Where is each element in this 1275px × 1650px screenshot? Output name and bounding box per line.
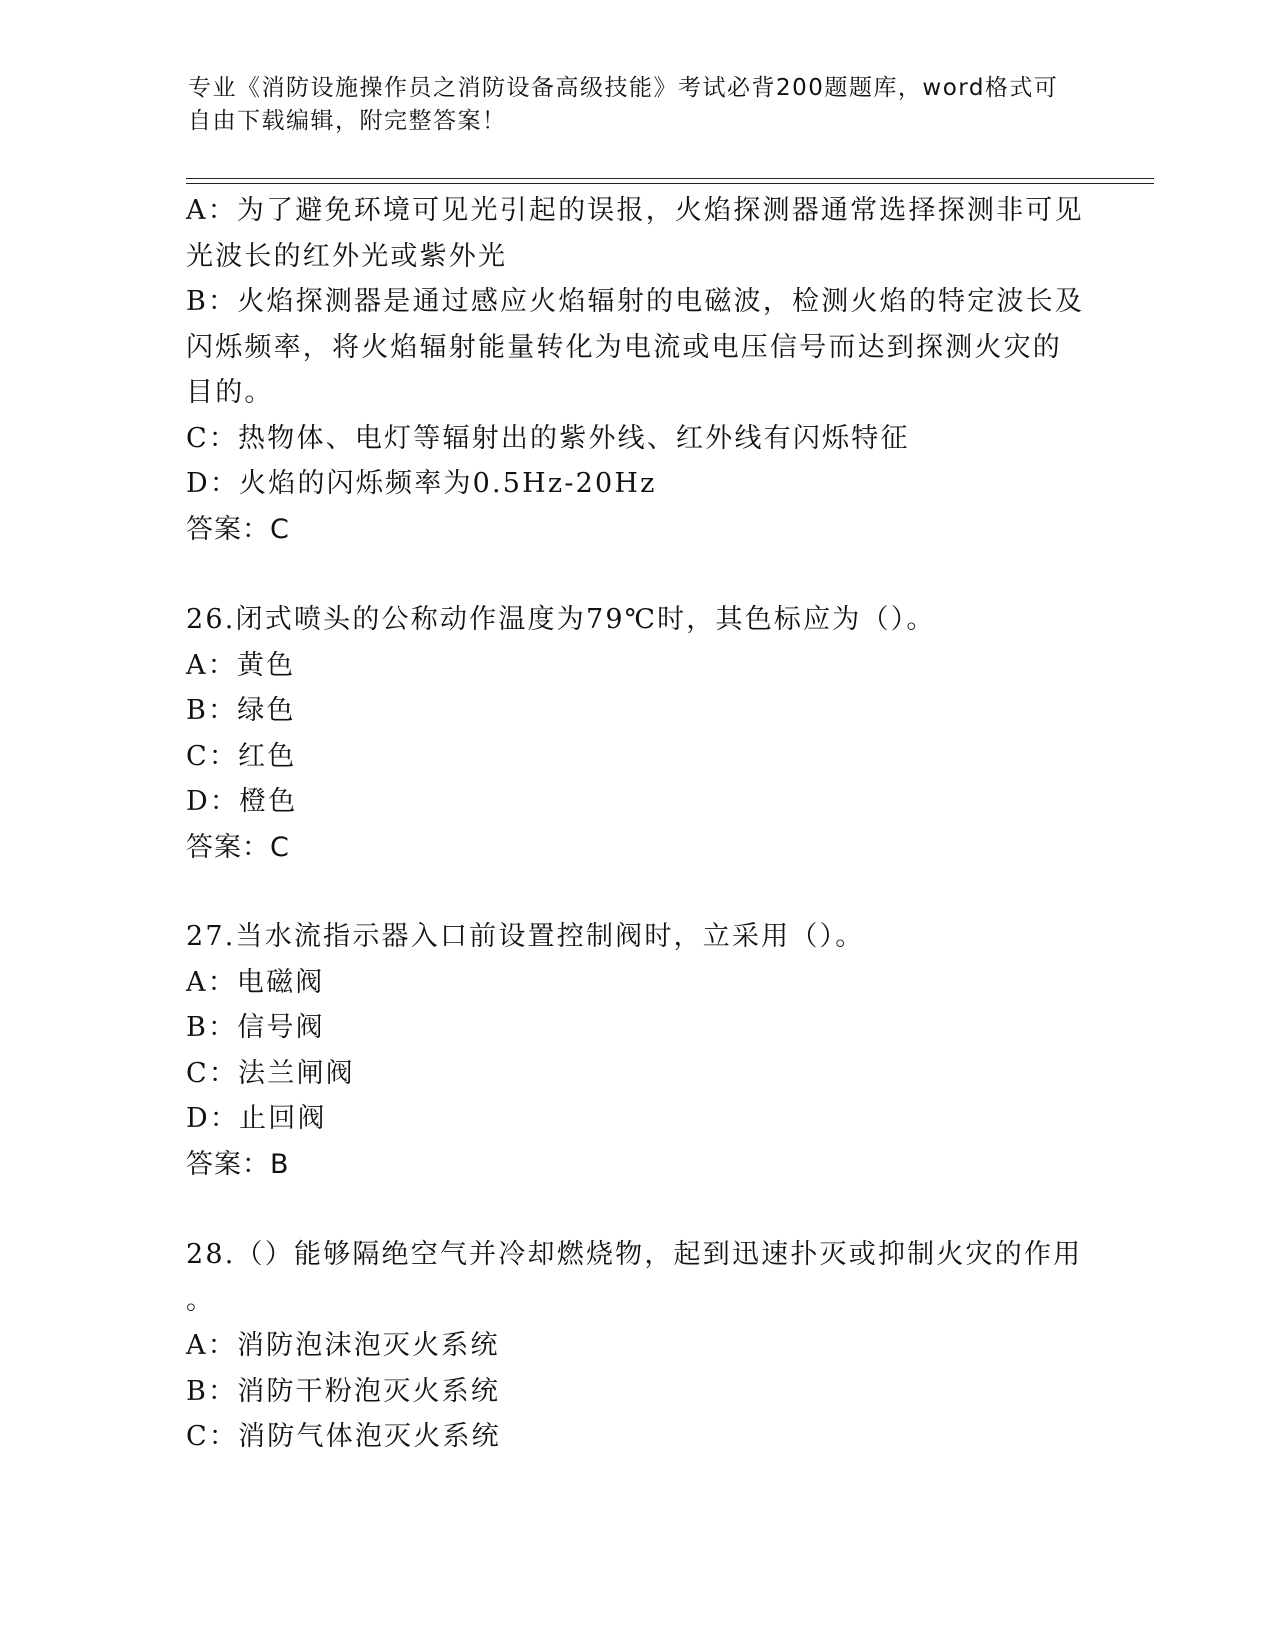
option-b: B：消防干粉泡灭火系统	[186, 1375, 501, 1407]
option-c: C：红色	[186, 740, 297, 772]
question-28	[186, 1232, 1086, 1460]
answer-label: 答案：C	[186, 831, 290, 863]
question-text-line-1: 28.（）能够隔绝空气并冷却燃烧物，起到迅速扑灭或抑制火灾的作用	[186, 1239, 1083, 1270]
option-c: C：法兰闸阀	[186, 1057, 355, 1089]
header-line-1: 专业《消防设施操作员之消防设备高级技能》考试必背200题题库，word格式可	[188, 75, 1059, 101]
option-b: B：信号阀	[186, 1012, 325, 1043]
option-b: B：绿色	[186, 695, 296, 726]
answer-label: 答案：B	[186, 1148, 290, 1180]
answer-label: 答案：C	[186, 513, 290, 545]
question-27	[186, 914, 1086, 1187]
question-text-line-2: 。	[186, 1284, 216, 1316]
option-d: D：火焰的闪烁频率为0.5Hz-20Hz	[186, 468, 657, 499]
option-a: A：电磁阀	[186, 966, 325, 998]
option-b-line-1: B：火焰探测器是通过感应火焰辐射的电磁波，检测火焰的特定波长及	[186, 286, 1085, 317]
question-26	[186, 597, 1086, 870]
question-text: 27.当水流指示器入口前设置控制阀时，立采用（）。	[186, 921, 865, 952]
option-a: A：消防泡沫泡灭火系统	[186, 1330, 500, 1361]
option-a: A：黄色	[186, 649, 296, 681]
header-divider-bottom	[186, 183, 1154, 184]
option-a-line-2: 光波长的红外光或紫外光	[186, 240, 508, 272]
option-d: D：橙色	[186, 786, 298, 817]
header-line-2: 自由下载编辑，附完整答案！	[188, 108, 507, 134]
option-b-line-2: 闪烁频率，将火焰辐射能量转化为电流或电压信号而达到探测火灾的	[186, 331, 1062, 363]
option-d: D：止回阀	[186, 1103, 327, 1134]
question-text: 26.闭式喷头的公称动作温度为79℃时，其色标应为（）。	[186, 604, 936, 635]
option-a-line-1: A：为了避免环境可见光引起的误报，火焰探测器通常选择探测非可见	[186, 195, 1084, 226]
document-header	[188, 72, 1068, 138]
option-b-line-3: 目的。	[186, 377, 274, 408]
option-c: C：热物体、电灯等辐射出的紫外线、红外线有闪烁特征	[186, 422, 910, 454]
question-25-options	[186, 188, 1086, 552]
option-c: C：消防气体泡灭火系统	[186, 1421, 501, 1452]
header-divider-top	[186, 178, 1154, 179]
